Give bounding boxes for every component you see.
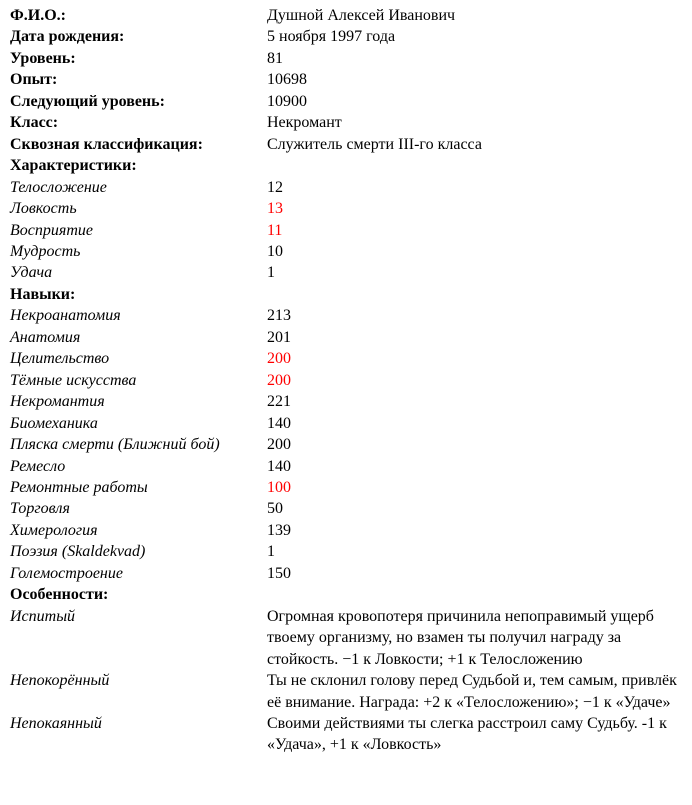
characteristic-row bbox=[10, 241, 682, 262]
skill-row bbox=[10, 305, 682, 326]
field-value: Служитель смерти III-го класса bbox=[267, 135, 482, 153]
field-value: Некромант bbox=[267, 114, 342, 132]
skill-value: 140 bbox=[267, 457, 291, 475]
field-label: Уровень: bbox=[10, 49, 76, 67]
field-value: 81 bbox=[267, 49, 283, 67]
skill-name: Ремонтные работы bbox=[10, 478, 148, 496]
skill-name: Пляска смерти (Ближний бой) bbox=[10, 436, 220, 454]
skill-row bbox=[10, 370, 682, 391]
trait-description: Своими действиями ты слегка расстроил саму Судьбу. -1 к «Удача», +1 к «Ловкость» bbox=[267, 714, 667, 754]
skill-row bbox=[10, 541, 682, 562]
skill-row bbox=[10, 434, 682, 455]
profile-row bbox=[10, 26, 682, 47]
characteristic-row bbox=[10, 177, 682, 198]
field-value: Душной Алексей Иванович bbox=[267, 7, 456, 24]
skill-row bbox=[10, 563, 682, 584]
skill-row bbox=[10, 456, 682, 477]
profile-section bbox=[10, 5, 682, 155]
skill-name: Тёмные искусства bbox=[10, 371, 137, 389]
characteristic-row bbox=[10, 262, 682, 283]
traits-section bbox=[10, 606, 682, 756]
characteristics-section bbox=[10, 177, 682, 284]
characteristic-name: Ловкость bbox=[10, 200, 77, 218]
skill-value: 221 bbox=[267, 393, 291, 411]
skill-name: Торговля bbox=[10, 500, 70, 518]
trait-row bbox=[10, 713, 682, 756]
skill-value: 139 bbox=[267, 521, 291, 539]
skill-name: Биомеханика bbox=[10, 414, 98, 432]
characteristic-value: 11 bbox=[267, 221, 283, 239]
characteristic-name: Телосложение bbox=[10, 178, 107, 196]
skill-value: 50 bbox=[267, 500, 283, 518]
skill-name: Ремесло bbox=[10, 457, 66, 475]
trait-row bbox=[10, 670, 682, 713]
characteristic-value: 12 bbox=[267, 178, 283, 196]
field-label: Класс: bbox=[10, 114, 59, 132]
skill-name: Анатомия bbox=[10, 328, 81, 346]
field-label: Следующий уровень: bbox=[10, 92, 165, 110]
traits-header: Особенности: bbox=[10, 586, 109, 604]
field-label: Сквозная классификация: bbox=[10, 135, 203, 153]
skill-row bbox=[10, 413, 682, 434]
skill-value: 200 bbox=[267, 371, 291, 389]
characteristic-name: Восприятие bbox=[10, 221, 93, 239]
profile-row bbox=[10, 112, 682, 133]
trait-name: Непокорённый bbox=[10, 672, 110, 690]
trait-name: Испитый bbox=[10, 607, 76, 625]
skills-header: Навыки: bbox=[10, 285, 76, 303]
skill-value: 201 bbox=[267, 328, 291, 346]
skill-name: Големостроение bbox=[10, 564, 123, 582]
skill-value: 200 bbox=[267, 436, 291, 454]
skill-name: Химерология bbox=[10, 521, 98, 539]
skill-row bbox=[10, 327, 682, 348]
skill-value: 100 bbox=[267, 478, 291, 496]
trait-description: Огромная кровопотеря причинила непоправимый ущерб твоему организму, но взамен ты получил награду за стойкость. −1 к Ловкости; +1 к Телосложению bbox=[267, 607, 654, 668]
skill-name: Поэзия (Skaldekvad) bbox=[10, 543, 146, 561]
field-value: 5 ноября 1997 года bbox=[267, 28, 396, 46]
field-value: 10900 bbox=[267, 92, 307, 110]
field-value: 10698 bbox=[267, 71, 307, 89]
skill-value: 213 bbox=[267, 307, 291, 325]
skill-value: 1 bbox=[267, 543, 275, 561]
characteristic-value: 10 bbox=[267, 242, 283, 260]
profile-row bbox=[10, 48, 682, 69]
trait-description: Ты не склонил голову перед Судьбой и, тем самым, привлёк её внимание. Награда: +2 к «Телосложению»; −1 к «Удаче» bbox=[267, 672, 677, 711]
trait-name: Непокаянный bbox=[10, 714, 102, 732]
profile-row bbox=[10, 5, 682, 26]
field-label: Ф.И.О.: bbox=[10, 7, 66, 24]
skill-name: Некромантия bbox=[10, 393, 105, 411]
skill-row bbox=[10, 477, 682, 498]
skill-row bbox=[10, 348, 682, 369]
field-label: Опыт: bbox=[10, 71, 58, 89]
field-label: Дата рождения: bbox=[10, 28, 125, 46]
skill-row bbox=[10, 498, 682, 519]
skill-value: 140 bbox=[267, 414, 291, 432]
characteristic-value: 13 bbox=[267, 200, 283, 218]
skill-row bbox=[10, 520, 682, 541]
skill-value: 200 bbox=[267, 350, 291, 368]
skill-name: Целительство bbox=[10, 350, 110, 368]
profile-row bbox=[10, 69, 682, 90]
skill-name: Некроанатомия bbox=[10, 307, 121, 325]
skill-value: 150 bbox=[267, 564, 291, 582]
characteristic-name: Мудрость bbox=[10, 242, 81, 260]
skills-section bbox=[10, 305, 682, 584]
trait-row bbox=[10, 606, 682, 670]
characteristic-row bbox=[10, 198, 682, 219]
profile-row bbox=[10, 134, 682, 155]
profile-row bbox=[10, 91, 682, 112]
characteristic-value: 1 bbox=[267, 264, 275, 282]
skill-row bbox=[10, 391, 682, 412]
characteristics-header: Характеристики: bbox=[10, 157, 137, 175]
characteristic-row bbox=[10, 220, 682, 241]
characteristic-name: Удача bbox=[10, 264, 53, 282]
